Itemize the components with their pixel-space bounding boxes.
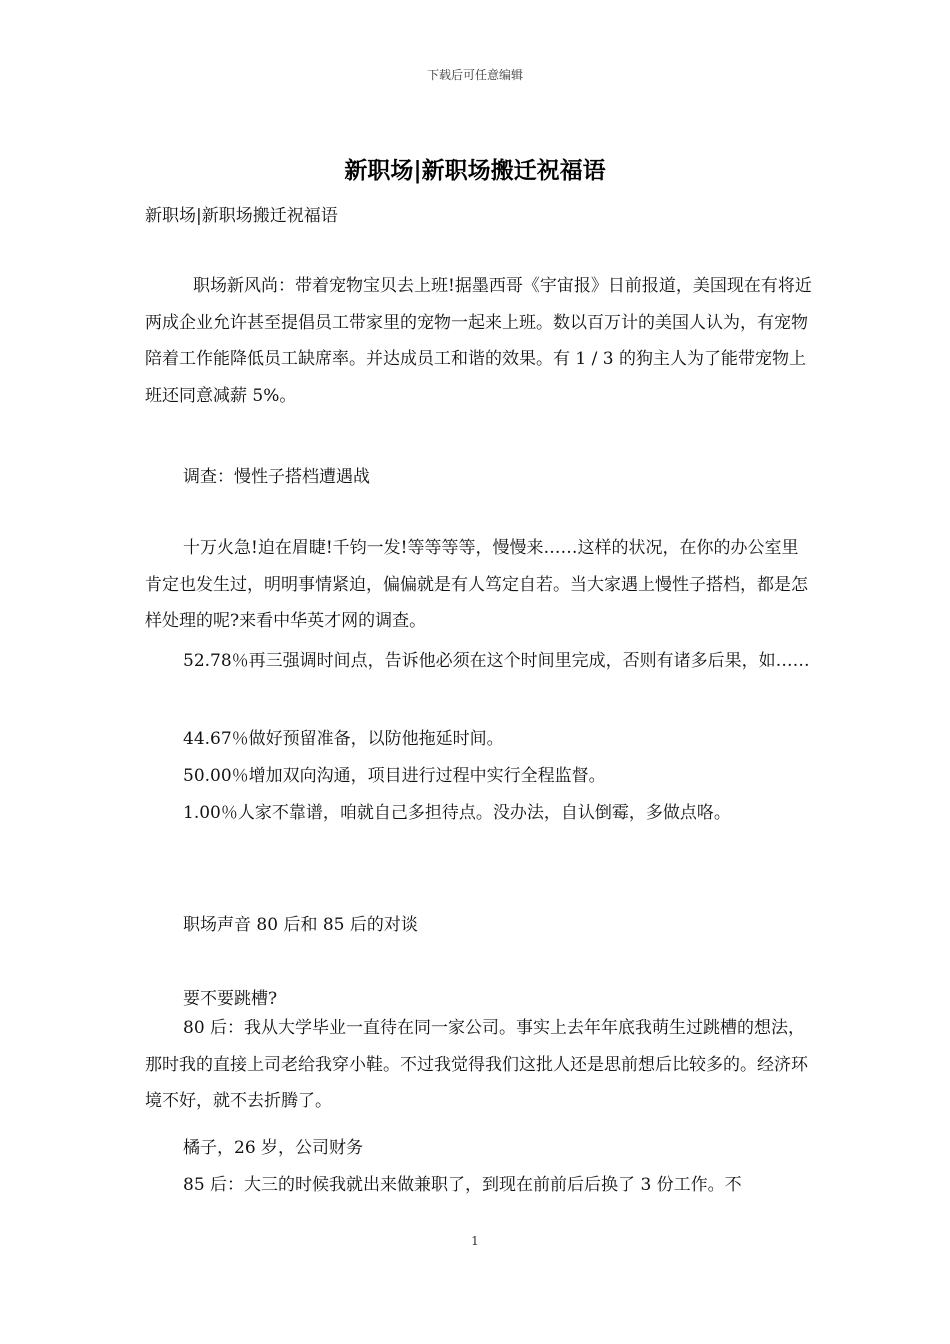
document-title: 新职场|新职场搬迁祝福语 <box>344 157 606 184</box>
survey-stat-2: 44.67％做好预留准备，以防他拖延时间。 <box>183 729 504 749</box>
paragraph-survey-intro: 十万火急!迫在眉睫!千钧一发!等等等等，慢慢来……这样的状况，在你的办公室里肯定也发生过，明明事情紧迫，偏偏就是有人笃定自若。当大家遇上慢性子搭档，都是怎样处理的呢?来看中华英才网的调查。 <box>145 538 808 631</box>
survey-heading: 调查：慢性子搭档遭遇战 <box>183 467 370 487</box>
answer-85s: 85 后：大三的时候我就出来做兼职了，到现在前前后后换了 3 份工作。不 <box>183 1175 742 1195</box>
person-info: 橘子，26 岁，公司财务 <box>183 1138 364 1158</box>
answer-80s: 80 后：我从大学毕业一直待在同一家公司。事实上去年年底我萌生过跳槽的想法，那时我的直接上司老给我穿小鞋。不过我觉得我们这批人还是思前想后比较多的。经济环境不好，就不去折腾了。 <box>145 1018 808 1111</box>
voice-heading: 职场声音 80 后和 85 后的对谈 <box>183 915 418 935</box>
survey-stat-4: 1.00％人家不靠谱，咱就自己多担待点。没办法，自认倒霉，多做点咯。 <box>183 803 731 823</box>
survey-stat-1: 52.78％再三强调时间点，告诉他必须在这个时间里完成，否则有诸多后果，如…… <box>183 651 810 671</box>
question-job-hopping: 要不要跳槽? <box>183 989 278 1009</box>
page-number: 1 <box>471 1234 479 1248</box>
document-subtitle: 新职场|新职场搬迁祝福语 <box>145 206 338 226</box>
survey-stat-3: 50.00％增加双向沟通，项目进行过程中实行全程监督。 <box>183 766 606 786</box>
header-note: 下载后可任意编辑 <box>426 68 523 82</box>
paragraph-pet-trend: 职场新风尚：带着宠物宝贝去上班!据墨西哥《宇宙报》日前报道，美国现在有将近两成企业允许甚至提倡员工带家里的宠物一起来上班。数以百万计的美国人认为，有宠物陪着工作能降低员工缺席率。并达成员工和谐的效果。有 1 / 3 的狗主人为了能带宠物上班还同意减薪 5%。 <box>145 276 812 406</box>
